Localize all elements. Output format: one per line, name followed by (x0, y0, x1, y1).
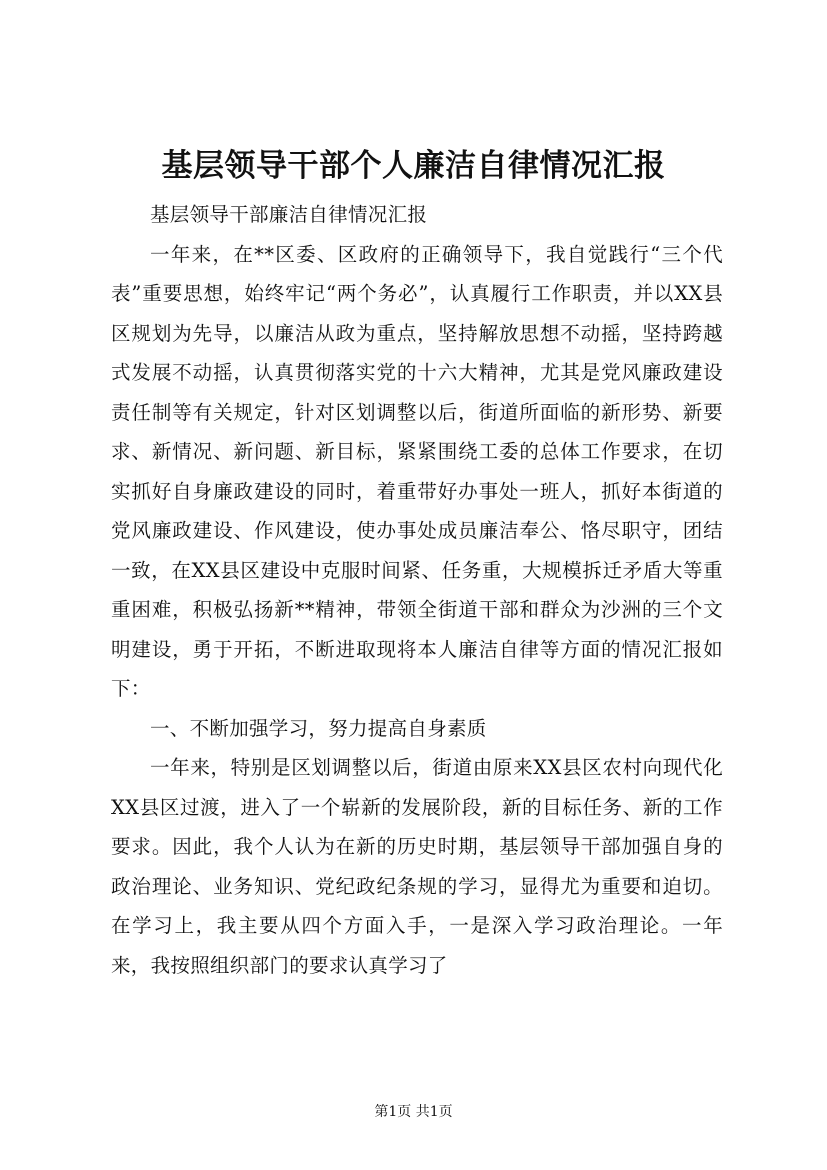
intro-paragraph: 一年来，在**区委、区政府的正确领导下，我自觉践行“三个代表”重要思想，始终牢记“两个务必”，认真履行工作职责，并以XX县区规划为先导，以廉洁从政为重点，坚持解放思想不动摇，坚持跨越式发展不动摇，认真贯彻落实党的十六大精神，尤其是党风廉政建设责任制等有关规定，针对区划调整以后，街道所面临的新形势、新要求、新情况、新问题、新目标，紧紧围绕工委的总体工作要求，在切实抓好自身廉政建设的同时，着重带好办事处一班人，抓好本街道的党风廉政建设、作风建设，使办事处成员廉洁奉公、恪尽职守，团结一致，在XX县区建设中克服时间紧、任务重，大规模拆迁矛盾大等重重困难，积极弘扬新**精神，带领全街道干部和群众为沙洲的三个文明建设，勇于开拓，不断进取现将本人廉洁自律等方面的情况汇报如下： (111, 242, 723, 700)
document-body (111, 195, 723, 985)
page-footer: 第1页 共1页 (374, 1104, 453, 1120)
subtitle-paragraph: 基层领导干部廉洁自律情况汇报 (150, 203, 428, 226)
section-paragraph: 一年来，特别是区划调整以后，街道由原来XX县区农村向现代化XX县区过渡，进入了一个崭新的发展阶段，新的目标任务、新的工作要求。因此，我个人认为在新的历史时期，基层领导干部加强自身的政治理论、业务知识、党纪政纪条规的学习，显得尤为重要和迫切。在学习上，我主要从四个方面入手，一是深入学习政治理论。一年来，我按照组织部门的要求认真学习了 (111, 756, 723, 977)
document-title: 基层领导干部个人廉洁自律情况汇报 (161, 148, 666, 184)
section-heading: 一、不断加强学习，努力提高自身素质 (150, 716, 487, 740)
